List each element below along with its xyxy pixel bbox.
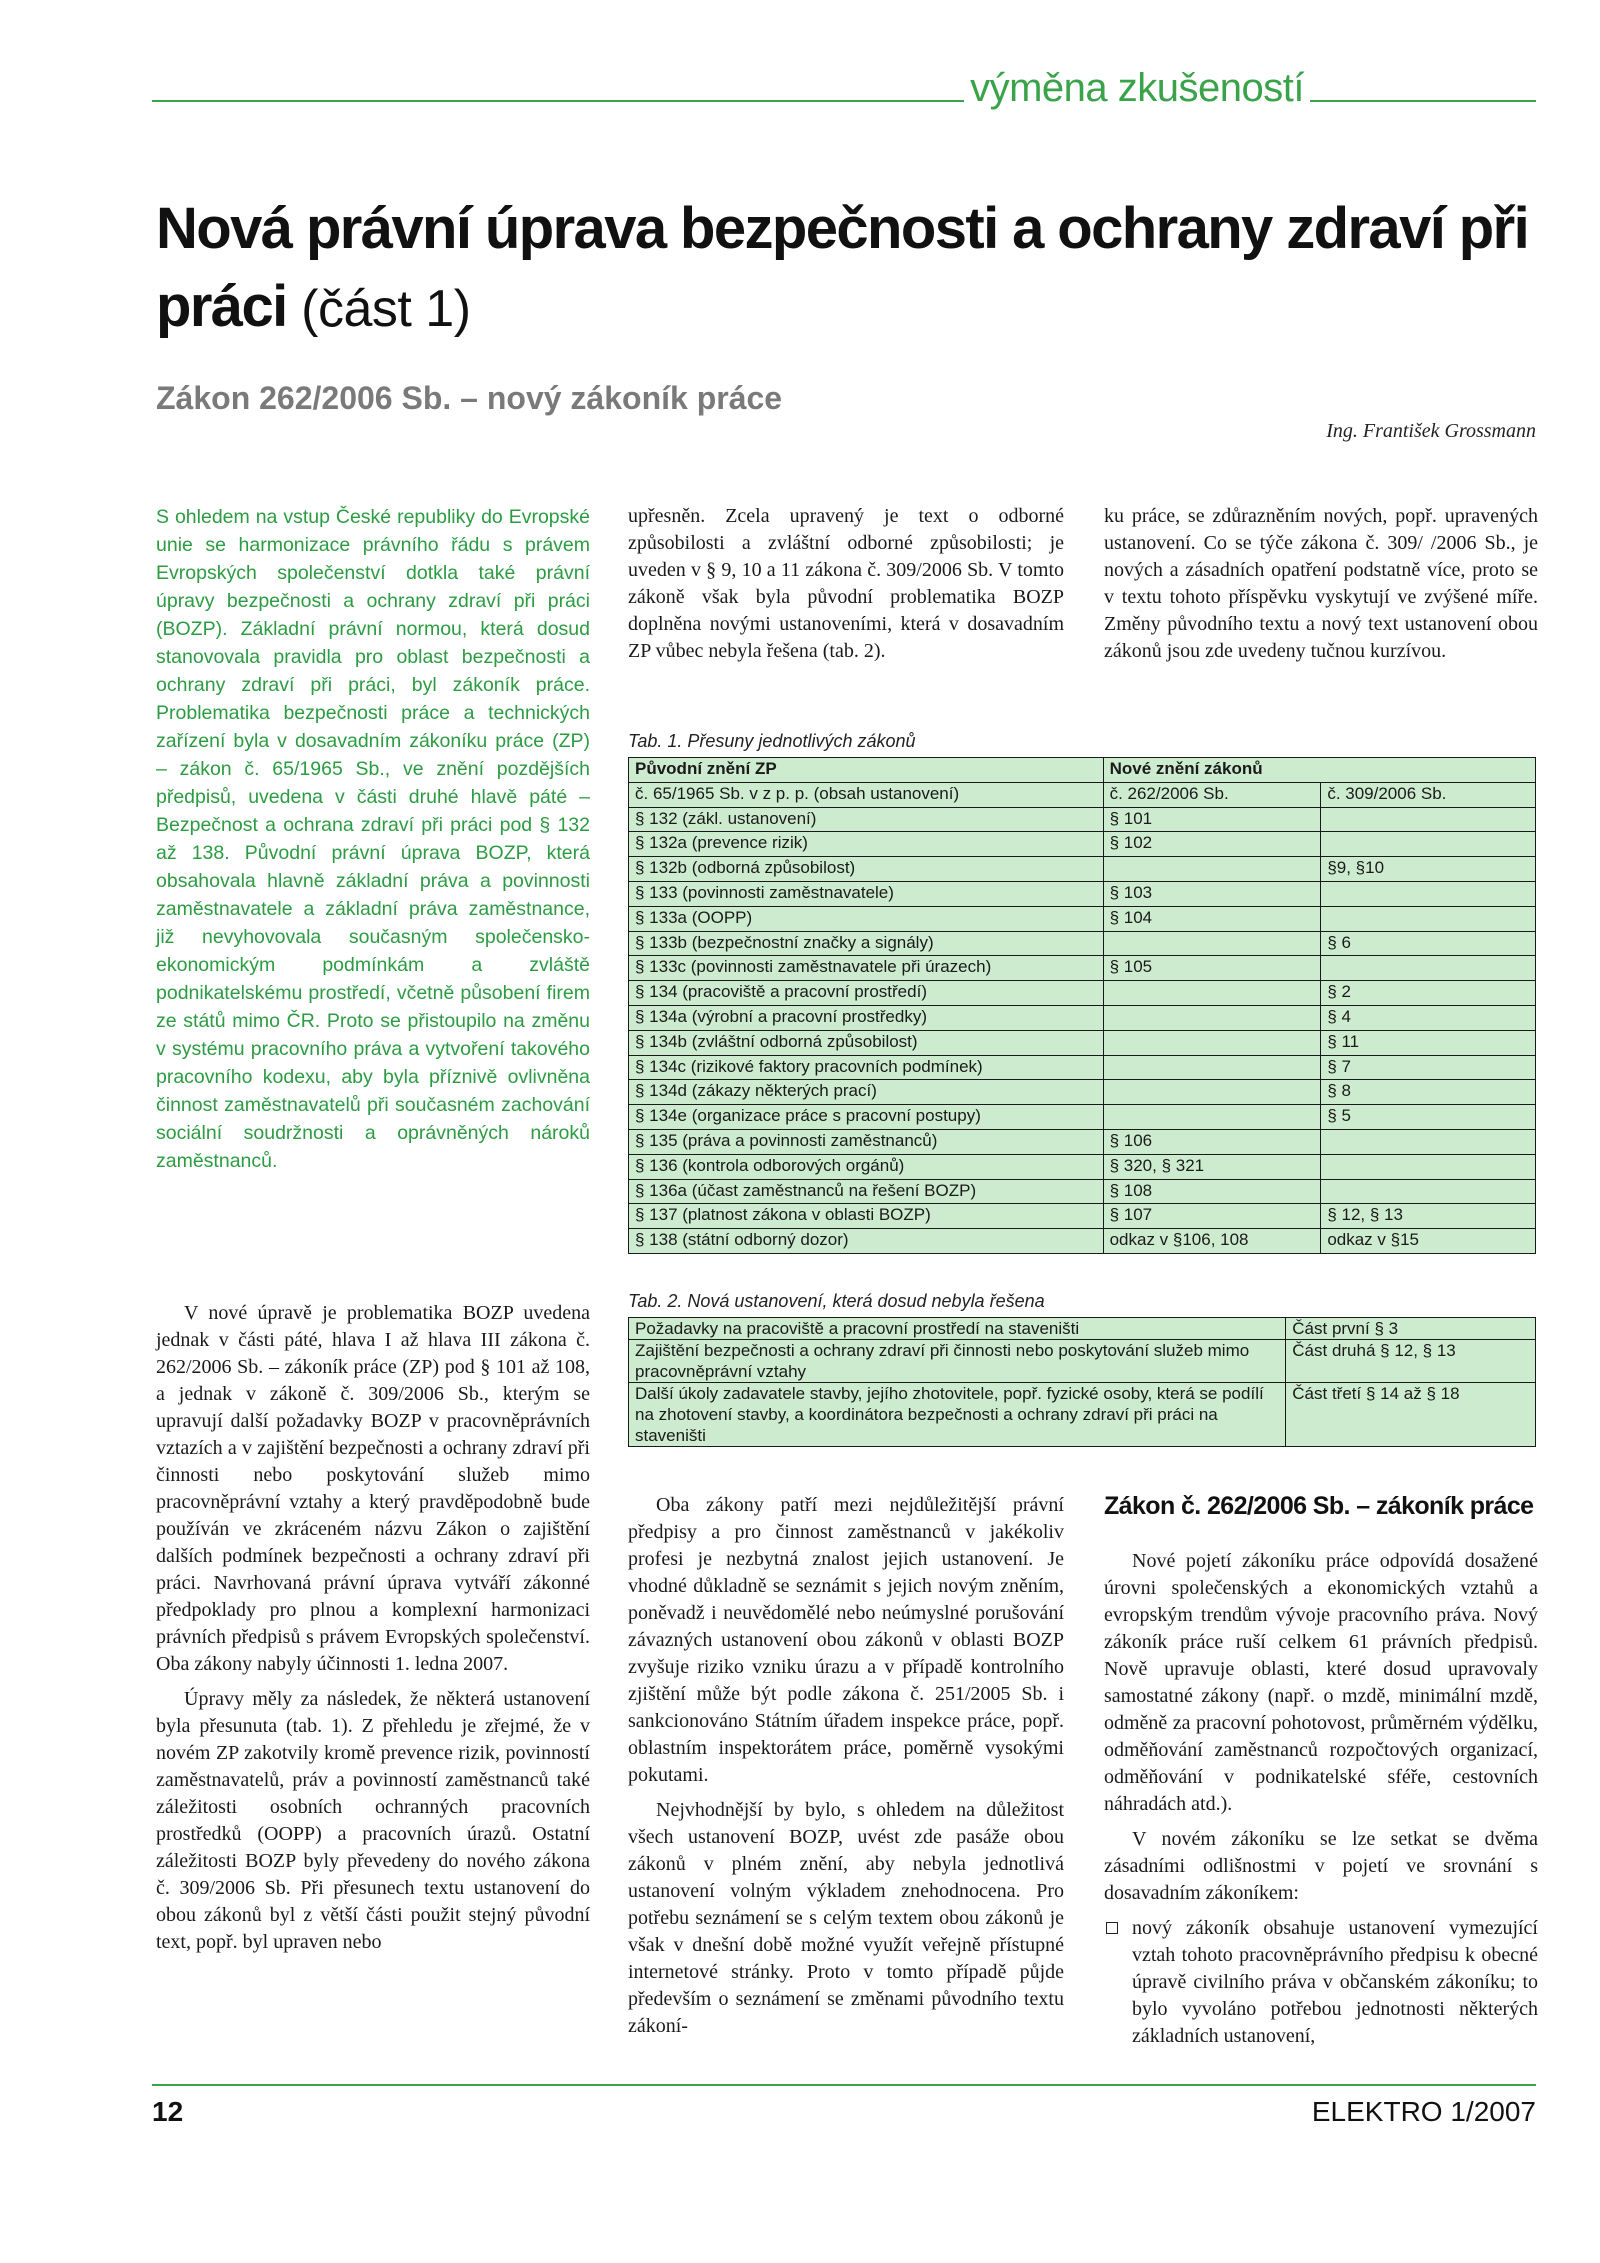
table-cell: § 107 <box>1103 1204 1321 1229</box>
table-cell: § 102 <box>1103 832 1321 857</box>
section-tag: výměna zkušeností <box>964 66 1310 111</box>
table-cell: Část druhá § 12, § 13 <box>1286 1340 1536 1383</box>
paragraph: V novém zákoníku se lze setkat se dvěma zásadními odlišnostmi v pojetí ve srovnání s dosavadním zákoníkem: <box>1104 1828 1538 1904</box>
table-cell: § 137 (platnost zákona v oblasti BOZP) <box>629 1204 1104 1229</box>
section-heading: Zákon č. 262/2006 Sb. – zákoník práce <box>1104 1492 1534 1520</box>
column-2-bottom <box>628 1492 1064 2048</box>
paragraph: Úpravy měly za následek, že některá ustanovení byla přesunuta (tab. 1). Z přehledu je zřejmé, že v novém ZP zakotvily kromě prevence rizik, povinností zaměstnavatelů, práv a povinností zaměstnanců také záležitosti osobních ochranných pracovních prostředků (OOPP) a pracovních úrazů. Ostatní záležitosti BOZP byly převedeny do nového zákona č. 309/2006 Sb. Při přesunech textu ustanovení do obou zákonů byl z větší části použit stejný původní text, popř. byl upraven nebo <box>156 1688 590 1953</box>
table-cell: § 8 <box>1321 1080 1536 1105</box>
title-part: (část 1) <box>301 280 471 338</box>
table-row <box>629 1030 1536 1055</box>
table-cell: § 103 <box>1103 881 1321 906</box>
table2-caption: Tab. 2. Nová ustanovení, která dosud nebyla řešena <box>628 1291 1045 1311</box>
table2 <box>628 1317 1536 1447</box>
table-cell: § 11 <box>1321 1030 1536 1055</box>
table-cell: § 106 <box>1103 1129 1321 1154</box>
table-cell: Část třetí § 14 až § 18 <box>1286 1383 1536 1447</box>
table-row <box>629 1105 1536 1130</box>
table-cell <box>1321 1179 1536 1204</box>
table-row <box>629 832 1536 857</box>
table-cell <box>1103 1005 1321 1030</box>
table-cell: § 105 <box>1103 956 1321 981</box>
table-cell <box>1103 1030 1321 1055</box>
column-2-top <box>628 503 1064 673</box>
table-row <box>629 1204 1536 1229</box>
author: Ing. František Grossmann <box>1326 420 1536 442</box>
header-rule <box>152 100 1536 102</box>
paragraph: Oba zákony patří mezi nejdůležitější právní předpisy a pro činnost zaměstnanců v jakékoliv profesi je nezbytná znalost jejich ustanovení. Je vhodné důkladně se seznámit s jejich novým zněním, poněvadž i neuvědomělé nebo neúmyslné porušování závazných ustanovení obou zákonů v oblasti BOZP zvyšuje riziko vzniku úrazu a v případě kontrolního zjištění může být podle zákona č. 251/2005 Sb. i sankcionováno Státním úřadem inspekce práce, popř. oblastním inspektorátem práce, poměrně vysokými pokutami. <box>628 1494 1064 1786</box>
paragraph: ku práce, se zdůrazněním nových, popř. upravených ustanovení. Co se týče zákona č. 309/ /2006 Sb., je nových a zásadních opatření podstatně více, proto se v textu tohoto příspěvku vyskytují ve zvýšené míře. Změny původního textu a nový text ustanovení obou zákonů jsou zde uvedeny tučnou kurzívou. <box>1104 505 1538 662</box>
table-row <box>629 956 1536 981</box>
table1-body <box>629 758 1536 1254</box>
table-row <box>629 1154 1536 1179</box>
paragraph: V nové úpravě je problematika BOZP uvedena jednak v části páté, hlava I až hlava III zákona č. 262/2006 Sb. – zákoník práce (ZP) pod § 101 až 108, a jednak v zákoně č. 309/2006 Sb., kterým se upravují další požadavky BOZP v pracovněprávních vztazích a v zajištění bezpečnosti a ochrany zdraví při činnosti nebo poskytování služeb mimo pracovněprávní vztahy a který pravděpodobně bude používán ve zkráceném názvu Zákon o zajištění dalších podmínek bezpečnosti a ochrany zdraví při práci. Navrhovaná právní úprava vytváří zákonné předpoklady pro plnou a komplexní harmonizaci právních předpisů s právem Evropských společenství. Oba zákony nabyly účinnosti 1. ledna 2007. <box>156 1302 590 1675</box>
article-subtitle: Zákon 262/2006 Sb. – nový zákoník práce <box>156 380 783 416</box>
title-main: Nová právní úprava bezpečnosti a ochrany zdraví při práci <box>156 196 1529 339</box>
journal-name: ELEKTRO 1/2007 <box>1311 2096 1536 2127</box>
table-cell <box>1103 931 1321 956</box>
table-cell <box>1321 1129 1536 1154</box>
table2-body <box>629 1318 1536 1447</box>
table-cell: odkaz v §106, 108 <box>1103 1229 1321 1254</box>
table-cell <box>1103 1055 1321 1080</box>
table-row <box>629 1055 1536 1080</box>
table-cell: § 320, § 321 <box>1103 1154 1321 1179</box>
table-cell: § 4 <box>1321 1005 1536 1030</box>
table-cell <box>1103 857 1321 882</box>
table-header-row <box>629 758 1536 783</box>
page-number: 12 <box>152 2096 184 2127</box>
lead-paragraph: S ohledem na vstup České republiky do Evropské unie se harmonizace právního řádu s právem Evropských společenství dotkla také právní úpravy bezpečnosti a ochrany zdraví při práci (BOZP). Základní právní normou, která dosud stanovovala pravidla pro oblast bezpečnosti a ochrany zdraví při práci, byl zákoník práce. Problematika bezpečnosti práce a technických zařízení byla v dosavadním zákoníku práce (ZP) – zákon č. 65/1965 Sb., ve znění pozdějších předpisů, uvedena v části druhé hlavě páté – Bezpečnost a ochrana zdraví při práci pod § 132 až 138. Původní právní úprava BOZP, která obsahovala hlavně základní práva a povinnosti zaměstnavatele a základní práva zaměstnance, již nevyhovovala současným společensko-ekonomickým podmínkám a zvláště podnikatelskému prostředí, včetně působení firem ze států mimo ČR. Proto se přistoupilo na změnu v systému pracovního práva a vytvoření takového pracovního kodexu, aby byla příznivě ovlivněna činnost zaměstnavatelů při současném zachování sociální soudržnosti a oprávněných nároků zaměstnanců. <box>156 506 590 1172</box>
table-cell <box>1103 1080 1321 1105</box>
table-row <box>629 881 1536 906</box>
table-cell <box>1321 906 1536 931</box>
table-cell: č. 65/1965 Sb. v z p. p. (obsah ustanovení) <box>629 782 1104 807</box>
paragraph: Nové pojetí zákoníku práce odpovídá dosažené úrovni společenských a ekonomických vztahů a evropským trendům vývoje pracovního práva. Nový zákoník práce ruší celkem 61 právních předpisů. Nově upravuje oblasti, které dosud upravovaly samostatné zákony (např. o mzdě, minimální mzdě, odměně za pracovní pohotovost, průměrném výdělku, odměňování zaměstnanců rozpočtových organizací, odměňování v podnikatelské sféře, cestovních náhradách atd.). <box>1104 1550 1538 1815</box>
table-cell: § 104 <box>1103 906 1321 931</box>
table-row <box>629 931 1536 956</box>
table-cell: odkaz v §15 <box>1321 1229 1536 1254</box>
table-row <box>629 981 1536 1006</box>
table-header-cell: Původní znění ZP <box>629 758 1104 783</box>
table-cell: § 134b (zvláštní odborná způsobilost) <box>629 1030 1104 1055</box>
table-cell <box>1321 956 1536 981</box>
table-cell <box>1103 981 1321 1006</box>
table-cell: § 108 <box>1103 1179 1321 1204</box>
table-cell <box>1321 832 1536 857</box>
table-cell: § 7 <box>1321 1055 1536 1080</box>
table-cell: § 136 (kontrola odborových orgánů) <box>629 1154 1104 1179</box>
table-row <box>629 1340 1536 1383</box>
table-row <box>629 1080 1536 1105</box>
table-cell: Zajištění bezpečnosti a ochrany zdraví při činnosti nebo poskytování služeb mimo pracovněprávní vztahy <box>629 1340 1286 1383</box>
table-cell: §9, §10 <box>1321 857 1536 882</box>
table-cell: č. 309/2006 Sb. <box>1321 782 1536 807</box>
table-cell: § 6 <box>1321 931 1536 956</box>
table-cell: § 134d (zákazy některých prací) <box>629 1080 1104 1105</box>
bullet-item <box>1104 1915 1538 2050</box>
table-cell: § 134a (výrobní a pracovní prostředky) <box>629 1005 1104 1030</box>
paragraph: Nejvhodnější by bylo, s ohledem na důležitost všech ustanovení BOZP, uvést zde pasáže obou zákonů v plném znění, aby nebyla jednotlivá ustanovení volným výkladem znehodnocena. Pro potřebu seznámení se s celým textem obou zákonů je však v dnešní době možné využít veřejně přístupné internetové stránky. Proto v tomto případě půjde především o seznámení se změnami původního textu zákoní- <box>628 1799 1064 2037</box>
table-row <box>629 906 1536 931</box>
table-row <box>629 1318 1536 1340</box>
table-cell: § 5 <box>1321 1105 1536 1130</box>
table-header-cell: Nové znění zákonů <box>1103 758 1535 783</box>
table-cell <box>1321 881 1536 906</box>
table-cell: č. 262/2006 Sb. <box>1103 782 1321 807</box>
table-cell: § 2 <box>1321 981 1536 1006</box>
table-row <box>629 807 1536 832</box>
table-cell: § 133c (povinnosti zaměstnavatele při úrazech) <box>629 956 1104 981</box>
table-cell: § 134c (rizikové faktory pracovních podmínek) <box>629 1055 1104 1080</box>
column-3-top <box>1104 503 1538 673</box>
table-cell: Další úkoly zadavatele stavby, jejího zhotovitele, popř. fyzické osoby, která se podílí na zhotovení stavby, a koordinátora bezpečnosti a ochrany zdraví při práci na staveništi <box>629 1383 1286 1447</box>
table-subheader-row <box>629 782 1536 807</box>
article-title <box>156 190 1546 348</box>
table-row <box>629 1005 1536 1030</box>
table-row <box>629 1229 1536 1254</box>
bullet-box-icon <box>1106 1922 1118 1934</box>
table-cell: § 135 (práva a povinnosti zaměstnanců) <box>629 1129 1104 1154</box>
table-cell: § 132 (zákl. ustanovení) <box>629 807 1104 832</box>
table-cell: Požadavky na pracoviště a pracovní prostředí na staveništi <box>629 1318 1286 1340</box>
table-cell: § 134 (pracoviště a pracovní prostředí) <box>629 981 1104 1006</box>
table1 <box>628 757 1536 1254</box>
table-cell: Část první § 3 <box>1286 1318 1536 1340</box>
footer-rule <box>152 2084 1536 2086</box>
table-row <box>629 1129 1536 1154</box>
table-cell <box>1103 1105 1321 1130</box>
table-cell: § 101 <box>1103 807 1321 832</box>
table-cell <box>1321 1154 1536 1179</box>
table1-caption: Tab. 1. Přesuny jednotlivých zákonů <box>628 731 916 751</box>
paragraph: upřesněn. Zcela upravený je text o odborné způsobilosti a zvláštní odborné způsobilosti; je uveden v § 9, 10 a 11 zákona č. 309/2006 Sb. V tomto zákoně však byla původní problematika BOZP doplněna novými ustanoveními, která v dosavadním ZP vůbec nebyla řešena (tab. 2). <box>628 505 1064 662</box>
table-cell: § 12, § 13 <box>1321 1204 1536 1229</box>
table-cell <box>1321 807 1536 832</box>
table-cell: § 133a (OOPP) <box>629 906 1104 931</box>
table-cell: § 138 (státní odborný dozor) <box>629 1229 1104 1254</box>
bullet-text: nový zákoník obsahuje ustanovení vymezující vztah tohoto pracovněprávního předpisu k obecné úpravě civilního práva v občanském zákoníku; to bylo vyvoláno potřebou jednotnosti některých základních ustanovení, <box>1132 1917 1538 2047</box>
table-cell: § 133b (bezpečnostní značky a signály) <box>629 931 1104 956</box>
table-row <box>629 1383 1536 1447</box>
column-3-bottom <box>1104 1548 1538 2058</box>
table-cell: § 134e (organizace práce s pracovní postupy) <box>629 1105 1104 1130</box>
table-row <box>629 857 1536 882</box>
table-cell: § 132b (odborná způsobilost) <box>629 857 1104 882</box>
table-cell: § 132a (prevence rizik) <box>629 832 1104 857</box>
table-row <box>629 1179 1536 1204</box>
column-1 <box>156 1300 590 1964</box>
table-cell: § 133 (povinnosti zaměstnavatele) <box>629 881 1104 906</box>
table-cell: § 136a (účast zaměstnanců na řešení BOZP) <box>629 1179 1104 1204</box>
